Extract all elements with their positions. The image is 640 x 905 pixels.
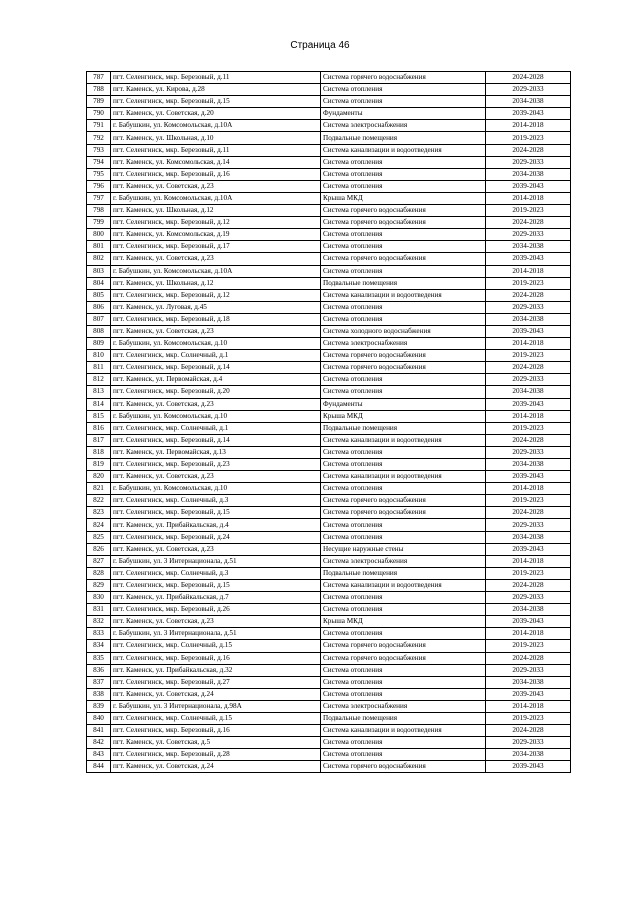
- system-cell: Подвальные помещения: [321, 132, 486, 144]
- address-cell: г. Бабушкин, ул. 3 Интернационала, д.98А: [111, 700, 321, 712]
- row-number: 814: [87, 398, 111, 410]
- address-cell: пгт. Каменск, ул. Прибайкальская, д.4: [111, 519, 321, 531]
- address-cell: пгт. Селенгинск, мкр. Березовый, д.20: [111, 386, 321, 398]
- table-row: [87, 749, 571, 761]
- table-row: [87, 712, 571, 724]
- period-cell: 2029-2033: [486, 84, 571, 96]
- table-row: [87, 543, 571, 555]
- table-row: [87, 664, 571, 676]
- address-cell: г. Бабушкин, ул. Комсомольская, д.10: [111, 410, 321, 422]
- system-cell: Подвальные помещения: [321, 712, 486, 724]
- system-cell: Система электроснабжения: [321, 555, 486, 567]
- row-number: 812: [87, 374, 111, 386]
- address-cell: пгт. Селенгинск, мкр. Березовый, д.15: [111, 579, 321, 591]
- period-cell: 2039-2043: [486, 688, 571, 700]
- address-cell: пгт. Каменск, ул. Советская, д.23: [111, 616, 321, 628]
- row-number: 794: [87, 156, 111, 168]
- table-row: [87, 132, 571, 144]
- system-cell: Несущие наружные стены: [321, 543, 486, 555]
- row-number: 806: [87, 301, 111, 313]
- row-number: 791: [87, 120, 111, 132]
- row-number: 790: [87, 108, 111, 120]
- system-cell: Система отопления: [321, 374, 486, 386]
- table-row: [87, 688, 571, 700]
- period-cell: 2014-2018: [486, 628, 571, 640]
- row-number: 817: [87, 434, 111, 446]
- row-number: 825: [87, 531, 111, 543]
- address-cell: пгт. Селенгинск, мкр. Березовый, д.16: [111, 652, 321, 664]
- row-number: 810: [87, 350, 111, 362]
- system-cell: Система горячего водоснабжения: [321, 362, 486, 374]
- address-cell: пгт. Селенгинск, мкр. Солнечный, д.3: [111, 495, 321, 507]
- table-row: [87, 205, 571, 217]
- period-cell: 2039-2043: [486, 761, 571, 773]
- row-number: 808: [87, 325, 111, 337]
- row-number: 816: [87, 422, 111, 434]
- system-cell: Система отопления: [321, 446, 486, 458]
- row-number: 820: [87, 471, 111, 483]
- period-cell: 2024-2028: [486, 72, 571, 84]
- table-body: [87, 72, 571, 773]
- table-row: [87, 386, 571, 398]
- address-cell: пгт. Селенгинск, мкр. Солнечный, д.15: [111, 640, 321, 652]
- system-cell: Система отопления: [321, 265, 486, 277]
- table-row: [87, 616, 571, 628]
- address-cell: пгт. Каменск, ул. Прибайкальская, д.32: [111, 664, 321, 676]
- address-cell: пгт. Каменск, ул. Советская, д.24: [111, 688, 321, 700]
- address-cell: пгт. Каменск, ул. Советская, д.5: [111, 737, 321, 749]
- row-number: 801: [87, 241, 111, 253]
- table-row: [87, 604, 571, 616]
- address-cell: пгт. Каменск, ул. Комсомольская, д.19: [111, 229, 321, 241]
- row-number: 804: [87, 277, 111, 289]
- row-number: 788: [87, 84, 111, 96]
- row-number: 818: [87, 446, 111, 458]
- row-number: 822: [87, 495, 111, 507]
- system-cell: Система отопления: [321, 180, 486, 192]
- address-cell: г. Бабушкин, ул. Комсомольская, д.10: [111, 338, 321, 350]
- row-number: 802: [87, 253, 111, 265]
- period-cell: 2024-2028: [486, 362, 571, 374]
- system-cell: Система электроснабжения: [321, 700, 486, 712]
- period-cell: 2034-2038: [486, 459, 571, 471]
- address-cell: пгт. Каменск, ул. Советская, д.23: [111, 471, 321, 483]
- table-row: [87, 459, 571, 471]
- period-cell: 2039-2043: [486, 253, 571, 265]
- address-cell: г. Бабушкин, ул. Комсомольская, д.10А: [111, 120, 321, 132]
- row-number: 841: [87, 725, 111, 737]
- address-cell: пгт. Селенгинск, мкр. Березовый, д.16: [111, 168, 321, 180]
- system-cell: Подвальные помещения: [321, 567, 486, 579]
- system-cell: Система горячего водоснабжения: [321, 495, 486, 507]
- row-number: 796: [87, 180, 111, 192]
- address-cell: пгт. Каменск, ул. Школьная, д.12: [111, 205, 321, 217]
- table-row: [87, 289, 571, 301]
- address-cell: пгт. Каменск, ул. Школьная, д.12: [111, 277, 321, 289]
- row-number: 795: [87, 168, 111, 180]
- address-cell: пгт. Каменск, ул. Советская, д.23: [111, 253, 321, 265]
- period-cell: 2034-2038: [486, 168, 571, 180]
- system-cell: Система отопления: [321, 519, 486, 531]
- period-cell: 2019-2023: [486, 132, 571, 144]
- address-cell: пгт. Селенгинск, мкр. Березовый, д.16: [111, 725, 321, 737]
- period-cell: 2034-2038: [486, 241, 571, 253]
- row-number: 800: [87, 229, 111, 241]
- row-number: 811: [87, 362, 111, 374]
- table-row: [87, 446, 571, 458]
- period-cell: 2029-2033: [486, 446, 571, 458]
- period-cell: 2029-2033: [486, 301, 571, 313]
- period-cell: 2024-2028: [486, 289, 571, 301]
- address-cell: пгт. Селенгинск, мкр. Березовый, д.28: [111, 749, 321, 761]
- period-cell: 2034-2038: [486, 604, 571, 616]
- period-cell: 2014-2018: [486, 555, 571, 567]
- table-row: [87, 640, 571, 652]
- period-cell: 2034-2038: [486, 676, 571, 688]
- table-row: [87, 531, 571, 543]
- row-number: 815: [87, 410, 111, 422]
- row-number: 843: [87, 749, 111, 761]
- period-cell: 2024-2028: [486, 434, 571, 446]
- address-cell: пгт. Селенгинск, мкр. Березовый, д.12: [111, 217, 321, 229]
- table-row: [87, 350, 571, 362]
- system-cell: Система горячего водоснабжения: [321, 640, 486, 652]
- table-row: [87, 422, 571, 434]
- row-number: 824: [87, 519, 111, 531]
- address-cell: пгт. Селенгинск, мкр. Березовый, д.11: [111, 144, 321, 156]
- address-cell: пгт. Каменск, ул. Комсомольская, д.14: [111, 156, 321, 168]
- address-cell: пгт. Каменск, ул. Советская, д.23: [111, 543, 321, 555]
- period-cell: 2019-2023: [486, 422, 571, 434]
- system-cell: Система электроснабжения: [321, 338, 486, 350]
- address-cell: г. Бабушкин, ул. Комсомольская, д.10А: [111, 192, 321, 204]
- row-number: 835: [87, 652, 111, 664]
- table-row: [87, 676, 571, 688]
- row-number: 830: [87, 592, 111, 604]
- period-cell: 2039-2043: [486, 471, 571, 483]
- table-row: [87, 579, 571, 591]
- row-number: 823: [87, 507, 111, 519]
- address-cell: г. Бабушкин, ул. 3 Интернационала, д.51: [111, 555, 321, 567]
- period-cell: 2014-2018: [486, 410, 571, 422]
- row-number: 792: [87, 132, 111, 144]
- row-number: 834: [87, 640, 111, 652]
- address-cell: пгт. Каменск, ул. Первомайская, д.4: [111, 374, 321, 386]
- row-number: 836: [87, 664, 111, 676]
- period-cell: 2029-2033: [486, 374, 571, 386]
- row-number: 831: [87, 604, 111, 616]
- table-row: [87, 434, 571, 446]
- system-cell: Система отопления: [321, 313, 486, 325]
- address-cell: пгт. Каменск, ул. Кирова, д.28: [111, 84, 321, 96]
- period-cell: 2019-2023: [486, 640, 571, 652]
- table-row: [87, 725, 571, 737]
- row-number: 838: [87, 688, 111, 700]
- system-cell: Система отопления: [321, 96, 486, 108]
- system-cell: Система отопления: [321, 483, 486, 495]
- period-cell: 2019-2023: [486, 350, 571, 362]
- table-row: [87, 555, 571, 567]
- period-cell: 2014-2018: [486, 265, 571, 277]
- period-cell: 2039-2043: [486, 180, 571, 192]
- row-number: 799: [87, 217, 111, 229]
- table-row: [87, 592, 571, 604]
- system-cell: Система отопления: [321, 628, 486, 640]
- system-cell: Система отопления: [321, 241, 486, 253]
- period-cell: 2014-2018: [486, 192, 571, 204]
- table-row: [87, 737, 571, 749]
- table-row: [87, 120, 571, 132]
- address-cell: пгт. Каменск, ул. Советская, д.23: [111, 180, 321, 192]
- system-cell: Система отопления: [321, 592, 486, 604]
- period-cell: 2024-2028: [486, 652, 571, 664]
- period-cell: 2019-2023: [486, 277, 571, 289]
- table-row: [87, 229, 571, 241]
- period-cell: 2024-2028: [486, 507, 571, 519]
- row-number: 837: [87, 676, 111, 688]
- row-number: 832: [87, 616, 111, 628]
- period-cell: 2014-2018: [486, 338, 571, 350]
- period-cell: 2034-2038: [486, 749, 571, 761]
- period-cell: 2039-2043: [486, 108, 571, 120]
- table-row: [87, 253, 571, 265]
- period-cell: 2029-2033: [486, 229, 571, 241]
- system-cell: Фундаменты: [321, 398, 486, 410]
- system-cell: Крыша МКД: [321, 410, 486, 422]
- system-cell: Система горячего водоснабжения: [321, 350, 486, 362]
- row-number: 803: [87, 265, 111, 277]
- period-cell: 2034-2038: [486, 386, 571, 398]
- table-row: [87, 265, 571, 277]
- system-cell: Система канализации и водоотведения: [321, 144, 486, 156]
- system-cell: Система отопления: [321, 229, 486, 241]
- system-cell: Система канализации и водоотведения: [321, 434, 486, 446]
- system-cell: Подвальные помещения: [321, 277, 486, 289]
- system-cell: Система холодного водоснабжения: [321, 325, 486, 337]
- period-cell: 2014-2018: [486, 483, 571, 495]
- table-row: [87, 277, 571, 289]
- table-row: [87, 192, 571, 204]
- table-row: [87, 241, 571, 253]
- system-cell: Система отопления: [321, 84, 486, 96]
- address-cell: пгт. Селенгинск, мкр. Березовый, д.15: [111, 507, 321, 519]
- system-cell: Система канализации и водоотведения: [321, 725, 486, 737]
- row-number: 789: [87, 96, 111, 108]
- system-cell: Система канализации и водоотведения: [321, 289, 486, 301]
- address-cell: пгт. Селенгинск, мкр. Березовый, д.17: [111, 241, 321, 253]
- system-cell: Крыша МКД: [321, 192, 486, 204]
- row-number: 839: [87, 700, 111, 712]
- row-number: 793: [87, 144, 111, 156]
- system-cell: Система горячего водоснабжения: [321, 217, 486, 229]
- period-cell: 2014-2018: [486, 700, 571, 712]
- system-cell: Система отопления: [321, 531, 486, 543]
- address-cell: пгт. Селенгинск, мкр. Солнечный, д.1: [111, 350, 321, 362]
- table-row: [87, 362, 571, 374]
- address-cell: пгт. Каменск, ул. Советская, д.23: [111, 398, 321, 410]
- period-cell: 2034-2038: [486, 531, 571, 543]
- address-cell: пгт. Каменск, ул. Советская, д.20: [111, 108, 321, 120]
- system-cell: Система канализации и водоотведения: [321, 579, 486, 591]
- row-number: 833: [87, 628, 111, 640]
- address-cell: пгт. Каменск, ул. Советская, д.24: [111, 761, 321, 773]
- table-row: [87, 495, 571, 507]
- system-cell: Система отопления: [321, 688, 486, 700]
- period-cell: 2024-2028: [486, 217, 571, 229]
- system-cell: Система отопления: [321, 301, 486, 313]
- address-cell: пгт. Селенгинск, мкр. Березовый, д.24: [111, 531, 321, 543]
- address-cell: пгт. Селенгинск, мкр. Березовый, д.18: [111, 313, 321, 325]
- system-cell: Система горячего водоснабжения: [321, 205, 486, 217]
- period-cell: 2039-2043: [486, 616, 571, 628]
- table-row: [87, 374, 571, 386]
- address-cell: пгт. Селенгинск, мкр. Березовый, д.12: [111, 289, 321, 301]
- period-cell: 2029-2033: [486, 592, 571, 604]
- address-cell: пгт. Каменск, ул. Луговая, д.45: [111, 301, 321, 313]
- system-cell: Крыша МКД: [321, 616, 486, 628]
- table-row: [87, 628, 571, 640]
- row-number: 798: [87, 205, 111, 217]
- table-row: [87, 144, 571, 156]
- system-cell: Система горячего водоснабжения: [321, 761, 486, 773]
- table-row: [87, 507, 571, 519]
- table-row: [87, 567, 571, 579]
- address-cell: пгт. Каменск, ул. Школьная, д.10: [111, 132, 321, 144]
- address-cell: пгт. Каменск, ул. Прибайкальская, д.7: [111, 592, 321, 604]
- system-cell: Система отопления: [321, 168, 486, 180]
- system-cell: Система отопления: [321, 676, 486, 688]
- row-number: 821: [87, 483, 111, 495]
- row-number: 826: [87, 543, 111, 555]
- address-cell: пгт. Селенгинск, мкр. Березовый, д.27: [111, 676, 321, 688]
- system-cell: Система горячего водоснабжения: [321, 72, 486, 84]
- system-cell: Система отопления: [321, 749, 486, 761]
- table-row: [87, 217, 571, 229]
- system-cell: Система канализации и водоотведения: [321, 471, 486, 483]
- table-row: [87, 108, 571, 120]
- page-header: Страница 46: [290, 40, 350, 51]
- row-number: 844: [87, 761, 111, 773]
- period-cell: 2029-2033: [486, 156, 571, 168]
- address-cell: г. Бабушкин, ул. Комсомольская, д.10: [111, 483, 321, 495]
- system-cell: Фундаменты: [321, 108, 486, 120]
- table-row: [87, 180, 571, 192]
- table-row: [87, 398, 571, 410]
- address-cell: пгт. Селенгинск, мкр. Березовый, д.14: [111, 362, 321, 374]
- system-cell: Система отопления: [321, 459, 486, 471]
- table-row: [87, 700, 571, 712]
- table-row: [87, 301, 571, 313]
- system-cell: Система отопления: [321, 156, 486, 168]
- system-cell: Система отопления: [321, 604, 486, 616]
- table-row: [87, 483, 571, 495]
- address-cell: пгт. Каменск, ул. Первомайская, д.13: [111, 446, 321, 458]
- period-cell: 2029-2033: [486, 737, 571, 749]
- system-cell: Система отопления: [321, 664, 486, 676]
- table-row: [87, 761, 571, 773]
- address-cell: пгт. Селенгинск, мкр. Солнечный, д.15: [111, 712, 321, 724]
- row-number: 840: [87, 712, 111, 724]
- table-row: [87, 519, 571, 531]
- address-cell: г. Бабушкин, ул. 3 Интернационала, д.51: [111, 628, 321, 640]
- period-cell: 2039-2043: [486, 398, 571, 410]
- address-cell: пгт. Селенгинск, мкр. Березовый, д.11: [111, 72, 321, 84]
- row-number: 829: [87, 579, 111, 591]
- period-cell: 2024-2028: [486, 579, 571, 591]
- row-number: 813: [87, 386, 111, 398]
- period-cell: 2019-2023: [486, 712, 571, 724]
- system-cell: Система горячего водоснабжения: [321, 253, 486, 265]
- period-cell: 2019-2023: [486, 205, 571, 217]
- address-cell: пгт. Селенгинск, мкр. Солнечный, д.1: [111, 422, 321, 434]
- address-cell: пгт. Селенгинск, мкр. Березовый, д.15: [111, 96, 321, 108]
- row-number: 828: [87, 567, 111, 579]
- table-row: [87, 471, 571, 483]
- table-row: [87, 168, 571, 180]
- address-cell: пгт. Селенгинск, мкр. Солнечный, д.3: [111, 567, 321, 579]
- period-cell: 2029-2033: [486, 664, 571, 676]
- table-row: [87, 156, 571, 168]
- period-cell: 2039-2043: [486, 325, 571, 337]
- system-cell: Система отопления: [321, 386, 486, 398]
- address-cell: пгт. Каменск, ул. Советская, д.23: [111, 325, 321, 337]
- period-cell: 2039-2043: [486, 543, 571, 555]
- table-row: [87, 313, 571, 325]
- system-cell: Система горячего водоснабжения: [321, 507, 486, 519]
- table-row: [87, 325, 571, 337]
- system-cell: Система отопления: [321, 737, 486, 749]
- system-cell: Система электроснабжения: [321, 120, 486, 132]
- repair-schedule-table: [86, 71, 571, 773]
- table-row: [87, 338, 571, 350]
- period-cell: 2014-2018: [486, 120, 571, 132]
- address-cell: пгт. Селенгинск, мкр. Березовый, д.23: [111, 459, 321, 471]
- table-row: [87, 652, 571, 664]
- row-number: 805: [87, 289, 111, 301]
- table-row: [87, 410, 571, 422]
- row-number: 827: [87, 555, 111, 567]
- period-cell: 2019-2023: [486, 567, 571, 579]
- row-number: 819: [87, 459, 111, 471]
- address-cell: пгт. Селенгинск, мкр. Березовый, д.26: [111, 604, 321, 616]
- table-row: [87, 96, 571, 108]
- address-cell: г. Бабушкин, ул. Комсомольская, д.10А: [111, 265, 321, 277]
- period-cell: 2024-2028: [486, 725, 571, 737]
- row-number: 842: [87, 737, 111, 749]
- period-cell: 2034-2038: [486, 313, 571, 325]
- row-number: 787: [87, 72, 111, 84]
- table-row: [87, 84, 571, 96]
- row-number: 807: [87, 313, 111, 325]
- row-number: 797: [87, 192, 111, 204]
- address-cell: пгт. Селенгинск, мкр. Березовый, д.14: [111, 434, 321, 446]
- period-cell: 2019-2023: [486, 495, 571, 507]
- table-row: [87, 72, 571, 84]
- period-cell: 2034-2038: [486, 96, 571, 108]
- period-cell: 2029-2033: [486, 519, 571, 531]
- system-cell: Подвальные помещения: [321, 422, 486, 434]
- row-number: 809: [87, 338, 111, 350]
- system-cell: Система горячего водоснабжения: [321, 652, 486, 664]
- period-cell: 2024-2028: [486, 144, 571, 156]
